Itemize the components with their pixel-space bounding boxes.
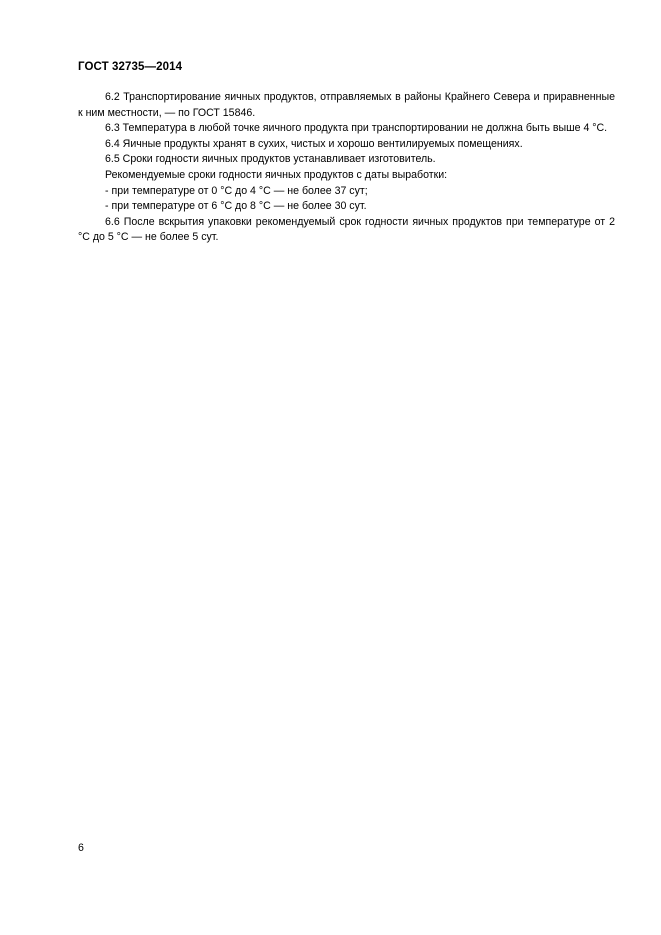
paragraph-6-6: 6.6 После вскрытия упаковки рекомендуемый срок годности яичных продуктов при температуре от 2 °С до 5 °С — не более 5 сут. [78, 215, 615, 244]
page-number: 6 [78, 842, 84, 854]
paragraph-6-3: 6.3 Температура в любой точке яичного продукта при транспортировании не должна быть выше 4 °С. [105, 122, 608, 135]
paragraph-6-4: 6.4 Яичные продукты хранят в сухих, чистых и хорошо вентилируемых помещениях. [105, 137, 523, 150]
paragraph-6-5: 6.5 Сроки годности яичных продуктов устанавливает изготовитель. [105, 153, 436, 166]
paragraph-shelf-life-intro: Рекомендуемые сроки годности яичных продуктов с даты выработки: [105, 168, 448, 181]
paragraph-6-2: 6.2 Транспортирование яичных продуктов, отправляемых в районы Крайнего Севера и приравненные к ним местности, — по ГОСТ 15846. [78, 91, 615, 119]
list-item-temp-0-4: - при температуре от 0 °С до 4 °С — не более 37 сут; [105, 184, 368, 197]
list-item-temp-6-8: - при температуре от 6 °С до 8 °С — не более 30 сут. [105, 200, 367, 213]
document-header: ГОСТ 32735—2014 [78, 61, 183, 73]
document-body [78, 90, 615, 246]
